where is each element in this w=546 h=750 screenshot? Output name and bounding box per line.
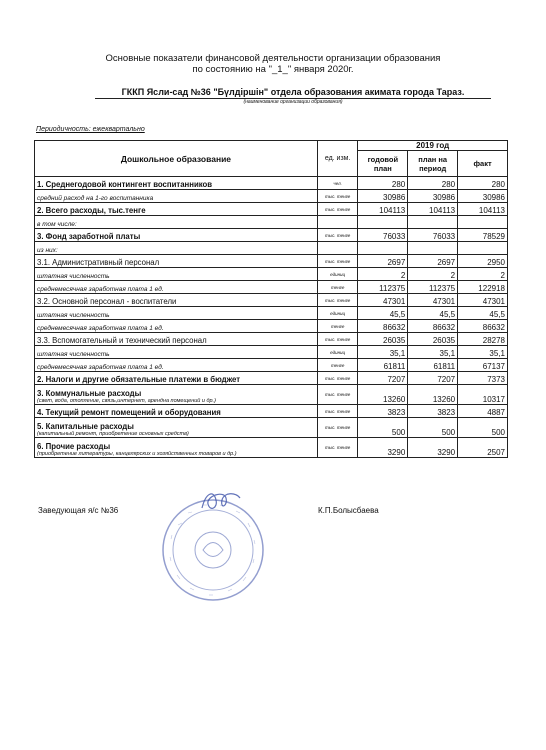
row-plan-value: 47301 bbox=[358, 294, 408, 307]
table-row bbox=[35, 405, 508, 418]
table-row bbox=[35, 177, 508, 190]
table-row bbox=[35, 418, 508, 438]
handwritten-signature bbox=[196, 486, 246, 516]
row-label bbox=[35, 216, 318, 229]
row-label-text: 1. Среднегодовой контингент воспитанников bbox=[37, 180, 213, 189]
header-unit-cell: ед. изм. bbox=[317, 141, 358, 177]
row-label bbox=[35, 177, 318, 190]
row-label-text: в том числе: bbox=[37, 221, 77, 228]
table-row bbox=[35, 438, 508, 458]
row-fact-value: 2950 bbox=[458, 255, 508, 268]
row-fact-value bbox=[458, 216, 508, 229]
row-label bbox=[35, 333, 318, 346]
row-fact-value: 10317 bbox=[458, 385, 508, 405]
row-period-value: 76033 bbox=[408, 229, 458, 242]
row-plan-value: 3290 bbox=[358, 438, 408, 458]
row-plan-value: 26035 bbox=[358, 333, 408, 346]
row-unit: тыс. тенге bbox=[317, 333, 358, 346]
header-name-cell: Дошкольное образование bbox=[35, 141, 318, 177]
row-label-text: 3.2. Основной персонал - воспитатели bbox=[37, 297, 177, 306]
row-fact-value: 104113 bbox=[458, 203, 508, 216]
row-unit: единиц bbox=[317, 307, 358, 320]
row-label bbox=[35, 359, 318, 372]
row-period-value: 500 bbox=[408, 418, 458, 438]
row-unit: тыс. тенге bbox=[317, 294, 358, 307]
row-label bbox=[35, 190, 318, 203]
row-fact-value: 4887 bbox=[458, 405, 508, 418]
row-fact-value: 30986 bbox=[458, 190, 508, 203]
row-plan-value: 2 bbox=[358, 268, 408, 281]
row-unit: тыс. тенге bbox=[317, 418, 358, 438]
row-unit: единиц bbox=[317, 346, 358, 359]
row-unit: тенге bbox=[317, 320, 358, 333]
row-fact-value: 500 bbox=[458, 418, 508, 438]
signer-name: К.П.Болысбаева bbox=[318, 506, 379, 515]
table-body bbox=[35, 177, 508, 458]
row-label bbox=[35, 294, 318, 307]
row-label-text: штатная численность bbox=[37, 273, 110, 280]
financial-table bbox=[34, 140, 508, 458]
row-unit: тыс. тенге bbox=[317, 405, 358, 418]
row-fact-value: 35,1 bbox=[458, 346, 508, 359]
row-fact-value: 67137 bbox=[458, 359, 508, 372]
row-fact-value: 86632 bbox=[458, 320, 508, 333]
row-period-value: 280 bbox=[408, 177, 458, 190]
row-plan-value: 3823 bbox=[358, 405, 408, 418]
row-label bbox=[35, 418, 318, 438]
row-unit: тенге bbox=[317, 281, 358, 294]
row-fact-value: 122918 bbox=[458, 281, 508, 294]
row-plan-value: 280 bbox=[358, 177, 408, 190]
row-period-value: 45,5 bbox=[408, 307, 458, 320]
organization-note: (наименование организации образования) bbox=[243, 99, 343, 105]
header-period-cell: план на период bbox=[408, 151, 458, 177]
row-period-value: 61811 bbox=[408, 359, 458, 372]
row-plan-value: 76033 bbox=[358, 229, 408, 242]
row-fact-value: 45,5 bbox=[458, 307, 508, 320]
row-label bbox=[35, 229, 318, 242]
row-plan-value bbox=[358, 242, 408, 255]
row-unit: тыс. тенге bbox=[317, 385, 358, 405]
table-row bbox=[35, 216, 508, 229]
row-plan-value: 45,5 bbox=[358, 307, 408, 320]
table-row bbox=[35, 359, 508, 372]
document-title-line1: Основные показатели финансовой деятельности организации образования bbox=[105, 53, 441, 64]
row-fact-value: 2507 bbox=[458, 438, 508, 458]
row-period-value: 2697 bbox=[408, 255, 458, 268]
row-plan-value: 7207 bbox=[358, 372, 408, 385]
row-period-value bbox=[408, 216, 458, 229]
header-year-cell: 2019 год bbox=[358, 141, 508, 151]
table-row bbox=[35, 372, 508, 385]
table-row bbox=[35, 229, 508, 242]
row-label-text: 2. Всего расходы, тыс.тенге bbox=[37, 206, 146, 215]
row-label bbox=[35, 255, 318, 268]
row-label-text: 3. Коммунальные расходы bbox=[37, 389, 142, 398]
row-plan-value: 104113 bbox=[358, 203, 408, 216]
table-row bbox=[35, 307, 508, 320]
row-period-value: 86632 bbox=[408, 320, 458, 333]
signer-title: Заведующая я/с №36 bbox=[38, 506, 119, 515]
row-plan-value: 500 bbox=[358, 418, 408, 438]
header-plan-cell: годовой план bbox=[358, 151, 408, 177]
row-period-value: 7207 bbox=[408, 372, 458, 385]
organization-name: ГККП Ясли-сад №36 "Бүлдіршін" отдела образования акимата города Тараз. bbox=[95, 87, 491, 99]
row-unit: чел. bbox=[317, 177, 358, 190]
row-label bbox=[35, 385, 318, 405]
row-unit: тыс. тенге bbox=[317, 229, 358, 242]
row-label-subtext: (свет, вода, отопление, связь,интернет, арендна помещений и др.) bbox=[37, 398, 216, 404]
row-period-value: 2 bbox=[408, 268, 458, 281]
row-period-value: 30986 bbox=[408, 190, 458, 203]
row-label bbox=[35, 268, 318, 281]
row-fact-value: 7373 bbox=[458, 372, 508, 385]
row-label-text: средний расход на 1-го воспитанника bbox=[37, 195, 154, 202]
table-row bbox=[35, 333, 508, 346]
header-fact-cell: факт bbox=[458, 151, 508, 177]
row-label bbox=[35, 346, 318, 359]
row-label bbox=[35, 438, 318, 458]
row-label bbox=[35, 307, 318, 320]
row-label-text: 6. Прочие расходы bbox=[37, 442, 111, 451]
row-plan-value bbox=[358, 216, 408, 229]
row-unit: единиц bbox=[317, 268, 358, 281]
row-fact-value: 28278 bbox=[458, 333, 508, 346]
row-plan-value: 2697 bbox=[358, 255, 408, 268]
row-period-value: 47301 bbox=[408, 294, 458, 307]
periodicity-label: Периодичность: ежеквартально bbox=[36, 126, 145, 133]
row-label bbox=[35, 203, 318, 216]
table-row bbox=[35, 242, 508, 255]
row-period-value: 13260 bbox=[408, 385, 458, 405]
row-label-text: 3.1. Административный персонал bbox=[37, 258, 160, 267]
table-row bbox=[35, 281, 508, 294]
row-fact-value bbox=[458, 242, 508, 255]
row-plan-value: 86632 bbox=[358, 320, 408, 333]
row-label-text: 3.3. Вспомогательный и технический персонал bbox=[37, 336, 207, 345]
document-title-line2: по состоянию на "_1_" января 2020г. bbox=[192, 64, 354, 75]
row-label-text: штатная численность bbox=[37, 312, 110, 319]
table-row bbox=[35, 268, 508, 281]
row-fact-value: 280 bbox=[458, 177, 508, 190]
row-plan-value: 61811 bbox=[358, 359, 408, 372]
row-fact-value: 78529 bbox=[458, 229, 508, 242]
row-unit: тенге bbox=[317, 359, 358, 372]
row-label bbox=[35, 372, 318, 385]
row-period-value: 112375 bbox=[408, 281, 458, 294]
row-period-value: 104113 bbox=[408, 203, 458, 216]
row-unit: тыс. тенге bbox=[317, 203, 358, 216]
row-label-text: штатная численность bbox=[37, 351, 110, 358]
row-label-subtext: (приобретение литературы, канцелярских и хозяйственных товаров и др.) bbox=[37, 451, 237, 457]
row-label-text: 3. Фонд заработной платы bbox=[37, 232, 141, 241]
row-label-text: среднемесячная заработная плата 1 ед. bbox=[37, 325, 164, 332]
row-label-text: среднемесячная заработная плата 1 ед. bbox=[37, 286, 164, 293]
row-fact-value: 2 bbox=[458, 268, 508, 281]
row-unit: тыс. тенге bbox=[317, 255, 358, 268]
row-period-value: 35,1 bbox=[408, 346, 458, 359]
row-period-value: 26035 bbox=[408, 333, 458, 346]
row-unit: тыс. тенге bbox=[317, 372, 358, 385]
row-label-text: 2. Налоги и другие обязательные платежи в бюджет bbox=[37, 375, 241, 384]
row-plan-value: 35,1 bbox=[358, 346, 408, 359]
row-label bbox=[35, 320, 318, 333]
table-row bbox=[35, 385, 508, 405]
table-row bbox=[35, 203, 508, 216]
row-unit bbox=[317, 242, 358, 255]
row-label-text: из них: bbox=[37, 247, 58, 254]
row-unit bbox=[317, 216, 358, 229]
row-unit: тыс. тенге bbox=[317, 438, 358, 458]
row-plan-value: 30986 bbox=[358, 190, 408, 203]
table-row bbox=[35, 190, 508, 203]
row-label-text: 5. Капитальные расходы bbox=[37, 422, 134, 431]
row-plan-value: 13260 bbox=[358, 385, 408, 405]
row-period-value: 3290 bbox=[408, 438, 458, 458]
row-period-value bbox=[408, 242, 458, 255]
row-plan-value: 112375 bbox=[358, 281, 408, 294]
row-unit: тыс. тенге bbox=[317, 190, 358, 203]
table-row bbox=[35, 255, 508, 268]
row-label-subtext: (капитальный ремонт, приобретение основных средств) bbox=[37, 431, 189, 437]
table-row bbox=[35, 320, 508, 333]
row-label-text: 4. Текущий ремонт помещений и оборудования bbox=[37, 408, 221, 417]
row-label bbox=[35, 405, 318, 418]
row-period-value: 3823 bbox=[408, 405, 458, 418]
row-label bbox=[35, 281, 318, 294]
row-label bbox=[35, 242, 318, 255]
table-row bbox=[35, 346, 508, 359]
row-fact-value: 47301 bbox=[458, 294, 508, 307]
table-row bbox=[35, 294, 508, 307]
row-label-text: среднемесячная заработная плата 1 ед. bbox=[37, 364, 164, 371]
